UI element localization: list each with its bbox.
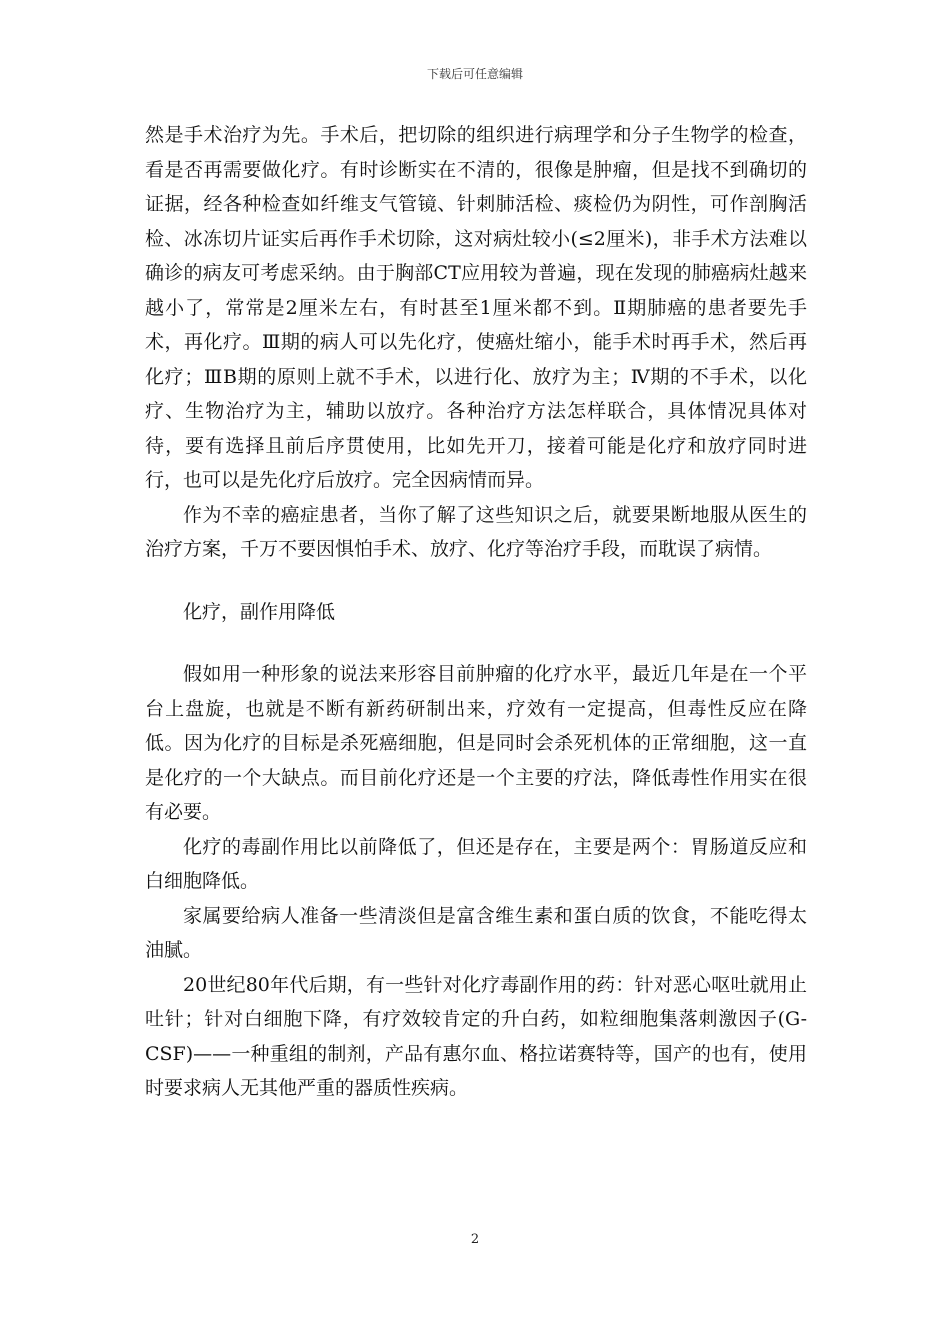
page-header-note: 下载后可任意编辑 — [426, 67, 523, 81]
section-heading: 化疗，副作用降低 — [183, 600, 336, 623]
paragraph-chemo-level: 假如用一种形象的说法来形容目前肿瘤的化疗水平，最近几年是在一个平台上盘旋，也就是不断有新药研制出来，疗效有一定提高，但毒性反应在降低。因为化疗的目标是杀死癌细胞，但是同时会杀死机体的正常细胞，这一直是化疗的一个大缺点。而目前化疗还是一个主要的疗法，降低毒性作用实在很有必要。 — [145, 663, 807, 823]
paragraph-side-effects: 化疗的毒副作用比以前降低了，但还是存在，主要是两个：胃肠道反应和白细胞降低。 — [145, 835, 807, 892]
document-body — [145, 118, 807, 1106]
page-number: 2 — [470, 1232, 480, 1247]
paragraph-treatment-sequence: 然是手术治疗为先。手术后，把切除的组织进行病理学和分子生物学的检查，看是否再需要做化疗。有时诊断实在不清的，很像是肿瘤，但是找不到确切的证据，经各种检查如纤维支气管镜、针刺肺活检、痰检仍为阴性，可作剖胸活检、冰冻切片证实后再作手术切除，这对病灶较小(≤2厘米)，非手术方法难以确诊的病友可考虑采纳。由于胸部CT应用较为普遍，现在发现的肺癌病灶越来越小了，常常是2厘米左右，有时甚至1厘米都不到。Ⅱ期肺癌的患者要先手术，再化疗。Ⅲ期的病人可以先化疗，使癌灶缩小，能手术时再手术，然后再化疗；ⅢB期的原则上就不手术，以进行化、放疗为主；Ⅳ期的不手术，以化疗、生物治疗为主，辅助以放疗。各种治疗方法怎样联合，具体情况具体对待，要有选择且前后序贯使用，比如先开刀，接着可能是化疗和放疗同时进行，也可以是先化疗后放疗。完全因病情而异。 — [145, 124, 807, 491]
paragraph-diet-advice: 家属要给病人准备一些清淡但是富含维生素和蛋白质的饮食，不能吃得太油腻。 — [145, 904, 807, 961]
paragraph-patient-advice: 作为不幸的癌症患者，当你了解了这些知识之后，就要果断地服从医生的治疗方案，千万不要因惧怕手术、放疗、化疗等治疗手段，而耽误了病情。 — [145, 503, 807, 560]
paragraph-drugs: 20世纪80年代后期，有一些针对化疗毒副作用的药：针对恶心呕吐就用止吐针；针对白细胞下降，有疗效较肯定的升白药，如粒细胞集落刺激因子(G-CSF)——一种重组的制剂，产品有惠尔血、格拉诺赛特等，国产的也有，使用时要求病人无其他严重的器质性疾病。 — [145, 973, 807, 1099]
